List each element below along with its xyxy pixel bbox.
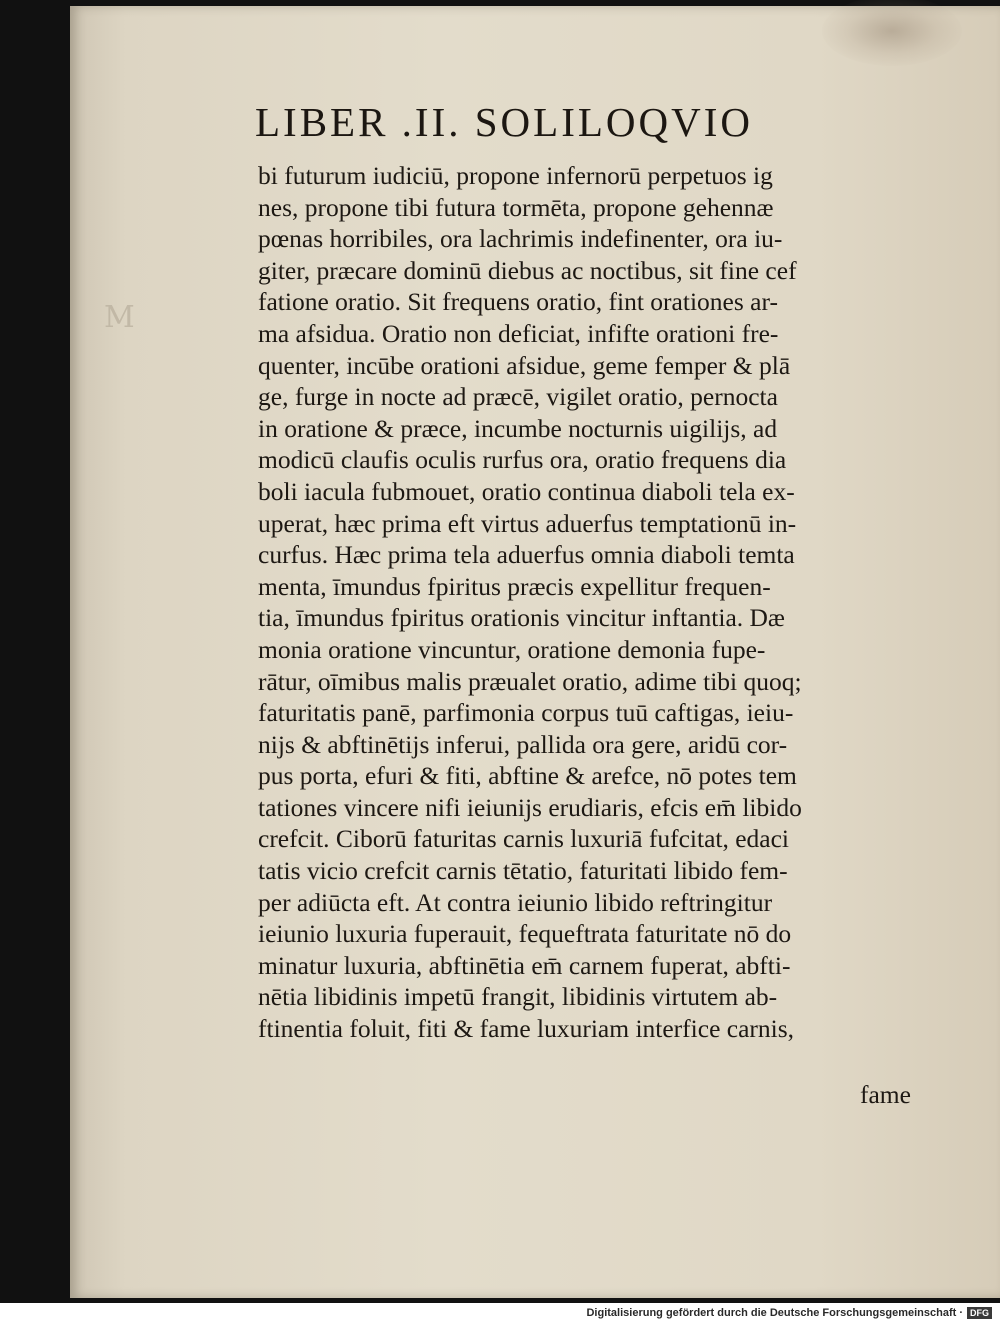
text-line: bi futurum iudiciū, propone infernorū perpetuos ig <box>258 161 773 190</box>
text-line: nes, propone tibi futura tormēta, propone gehennæ <box>258 192 774 222</box>
text-line: nijs & abftinētijs inferui, pallida ora gere, aridū cor- <box>258 729 788 759</box>
text-line: ftinentia foluit, fiti & fame luxuriam interfice carnis, <box>258 1014 795 1044</box>
catchword: fame <box>860 1080 911 1109</box>
text-line: rātur, oīmibus malis præualet oratio, adime tibi quoq; <box>258 666 802 696</box>
text-block <box>258 160 948 1045</box>
text-line: tatis vicio crefcit carnis tētatio, faturitati libido fem- <box>258 856 788 886</box>
text-line: ge, furge in nocte ad præcē, vigilet oratio, pernocta <box>258 382 778 412</box>
text-line: curfus. Hæc prima tela aduerfus omnia diaboli temta <box>258 540 795 570</box>
text-line: pus porta, efuri & fiti, abftine & arefce, nō potes tem <box>258 761 797 791</box>
text-line: nētia libidinis impetū frangit, libidinis virtutem ab- <box>258 982 778 1012</box>
text-line: modicū claufis oculis rurfus ora, oratio frequens dia <box>258 445 787 475</box>
dfg-logo: DFG <box>967 1307 992 1319</box>
text-line: pœnas horribiles, ora lachrimis indefinenter, ora iu- <box>258 224 783 254</box>
text-line: menta, īmundus fpiritus præcis expellitur frequen- <box>258 571 771 601</box>
text-line: ieiunio luxuria fuperauit, fequeftrata faturitate nō do <box>258 919 792 949</box>
text-line: giter, præcare dominū diebus ac noctibus, sit fine cef <box>258 255 797 285</box>
text-line: monia oratione vincuntur, oratione demonia fupe- <box>258 634 766 664</box>
text-line: crefcit. Ciborū faturitas carnis luxuriā fufcitat, edaci <box>258 824 790 854</box>
page-stain <box>822 0 962 66</box>
text-line: per adiūcta eft. At contra ieiunio libido reftringitur <box>258 887 773 917</box>
digitization-credit <box>586 1305 992 1320</box>
margin-note: M <box>104 300 135 335</box>
text-line: fatione oratio. Sit frequens oratio, fint orationes ar- <box>258 287 778 317</box>
text-line: faturitatis panē, parfimonia corpus tuū caftigas, ieiu- <box>258 698 794 728</box>
running-head: LIBER .II. SOLILOQVIO <box>255 99 753 145</box>
text-line: uperat, hæc prima eft virtus aduerfus temptationū in- <box>258 508 797 538</box>
text-line: ma afsidua. Oratio non deficiat, infifte orationi fre- <box>258 318 779 348</box>
text-line: quenter, incūbe orationi afsidue, geme femper & plā <box>258 350 791 380</box>
text-line: in oratione & præce, incumbe nocturnis uigilijs, ad <box>258 413 778 443</box>
text-line: minatur luxuria, abftinētia em̄ carnem fuperat, abfti- <box>258 950 791 980</box>
text-line: boli iacula fubmouet, oratio continua diaboli tela ex- <box>258 476 795 506</box>
text-line: tia, īmundus fpiritus orationis vincitur inftantia. Dæ <box>258 603 785 633</box>
text-line: tationes vincere nifi ieiunijs erudiaris, efcis em̄ libido <box>258 792 802 822</box>
credit-text: Digitalisierung gefördert durch die Deutsche Forschungsgemeinschaft · <box>586 1306 963 1319</box>
